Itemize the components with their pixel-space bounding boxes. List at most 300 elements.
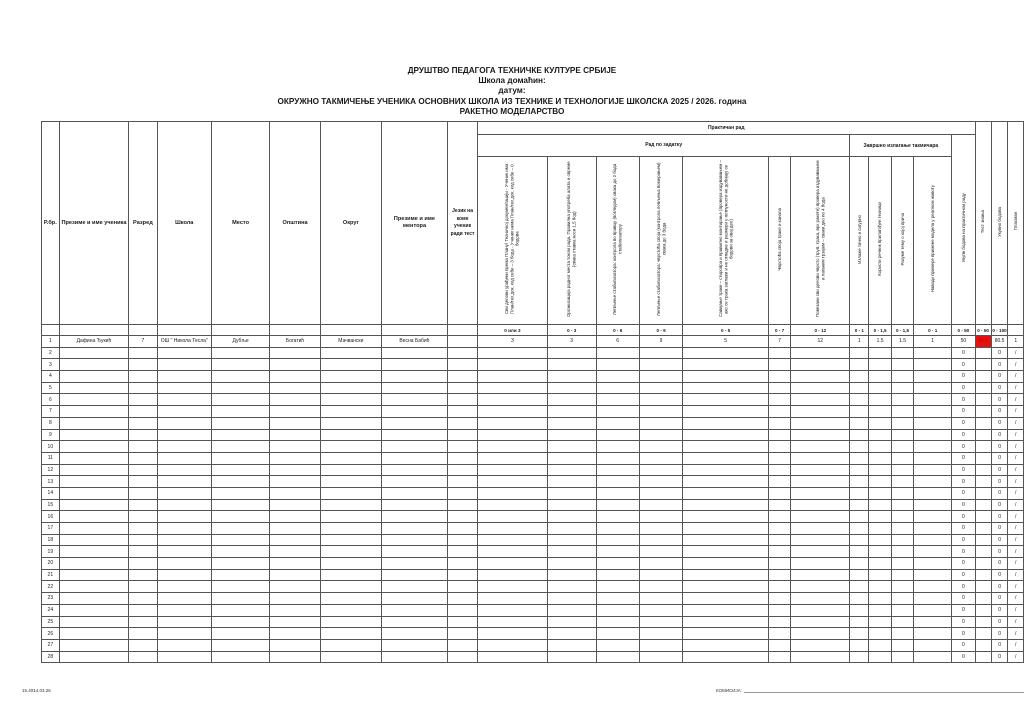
cell-place[interactable]	[211, 628, 269, 640]
cell-district[interactable]	[320, 452, 381, 464]
cell-score[interactable]	[850, 499, 869, 511]
cell-score[interactable]	[769, 558, 791, 570]
cell-practical-total[interactable]: 0	[952, 371, 975, 383]
cell-score[interactable]	[891, 429, 913, 441]
cell-score[interactable]	[639, 359, 682, 371]
cell-score[interactable]	[547, 534, 596, 546]
cell-language[interactable]	[448, 371, 478, 383]
cell-score[interactable]	[639, 593, 682, 605]
cell-school[interactable]	[157, 604, 211, 616]
cell-score[interactable]	[891, 394, 913, 406]
cell-grade[interactable]	[129, 429, 157, 441]
cell-score[interactable]	[891, 347, 913, 359]
cell-municipality[interactable]	[270, 523, 321, 535]
cell-score[interactable]	[850, 546, 869, 558]
cell-school[interactable]: ОШ " Никола Тесла"	[157, 336, 211, 348]
cell-place[interactable]	[211, 604, 269, 616]
cell-score[interactable]: 3	[547, 336, 596, 348]
cell-mentor[interactable]	[381, 359, 448, 371]
cell-rb[interactable]: 27	[42, 639, 60, 651]
cell-score[interactable]	[769, 371, 791, 383]
cell-score[interactable]	[547, 628, 596, 640]
cell-mentor[interactable]	[381, 546, 448, 558]
cell-district[interactable]	[320, 616, 381, 628]
cell-grade[interactable]	[129, 417, 157, 429]
cell-rb[interactable]: 7	[42, 406, 60, 418]
cell-score[interactable]	[914, 534, 952, 546]
cell-score[interactable]	[850, 347, 869, 359]
cell-grade[interactable]	[129, 441, 157, 453]
cell-score[interactable]	[683, 417, 769, 429]
cell-test[interactable]	[975, 628, 991, 640]
cell-rank[interactable]: /	[1008, 371, 1024, 383]
cell-rank[interactable]: /	[1008, 476, 1024, 488]
cell-place[interactable]	[211, 371, 269, 383]
cell-mentor[interactable]: Весна Бабић	[381, 336, 448, 348]
cell-language[interactable]	[448, 336, 478, 348]
cell-score[interactable]	[596, 604, 639, 616]
cell-language[interactable]	[448, 534, 478, 546]
cell-school[interactable]	[157, 581, 211, 593]
cell-score[interactable]	[596, 347, 639, 359]
cell-student[interactable]	[59, 452, 129, 464]
cell-test[interactable]	[975, 452, 991, 464]
cell-score[interactable]	[769, 651, 791, 663]
cell-rank[interactable]: /	[1008, 593, 1024, 605]
cell-score[interactable]	[914, 511, 952, 523]
cell-score[interactable]	[639, 604, 682, 616]
cell-grade[interactable]	[129, 499, 157, 511]
cell-total[interactable]: 0	[991, 394, 1008, 406]
cell-score[interactable]	[547, 347, 596, 359]
cell-practical-total[interactable]: 0	[952, 452, 975, 464]
cell-score[interactable]	[477, 546, 547, 558]
cell-place[interactable]	[211, 639, 269, 651]
cell-score[interactable]	[547, 569, 596, 581]
cell-total[interactable]: 0	[991, 639, 1008, 651]
cell-place[interactable]	[211, 394, 269, 406]
cell-score[interactable]	[683, 534, 769, 546]
cell-rank[interactable]: /	[1008, 616, 1024, 628]
cell-score[interactable]	[850, 429, 869, 441]
cell-place[interactable]	[211, 499, 269, 511]
cell-score[interactable]	[639, 382, 682, 394]
cell-score[interactable]	[769, 382, 791, 394]
cell-school[interactable]	[157, 546, 211, 558]
cell-score[interactable]	[791, 604, 850, 616]
cell-test[interactable]	[975, 406, 991, 418]
cell-score[interactable]	[683, 628, 769, 640]
cell-score[interactable]	[891, 382, 913, 394]
cell-practical-total[interactable]: 0	[952, 523, 975, 535]
cell-score[interactable]	[596, 639, 639, 651]
cell-rb[interactable]: 23	[42, 593, 60, 605]
cell-score[interactable]	[683, 558, 769, 570]
cell-district[interactable]	[320, 487, 381, 499]
cell-score[interactable]	[596, 523, 639, 535]
cell-test[interactable]	[975, 382, 991, 394]
cell-mentor[interactable]	[381, 499, 448, 511]
cell-grade[interactable]	[129, 593, 157, 605]
cell-grade[interactable]	[129, 546, 157, 558]
cell-score[interactable]	[869, 452, 892, 464]
cell-municipality[interactable]	[270, 569, 321, 581]
cell-score[interactable]	[850, 651, 869, 663]
cell-score[interactable]	[639, 534, 682, 546]
cell-score[interactable]	[791, 359, 850, 371]
cell-score[interactable]	[639, 347, 682, 359]
cell-score[interactable]	[891, 417, 913, 429]
cell-score[interactable]	[547, 604, 596, 616]
cell-place[interactable]	[211, 523, 269, 535]
cell-district[interactable]	[320, 511, 381, 523]
cell-score[interactable]	[891, 628, 913, 640]
cell-score[interactable]	[596, 441, 639, 453]
cell-score[interactable]	[791, 616, 850, 628]
cell-rb[interactable]: 18	[42, 534, 60, 546]
cell-rb[interactable]: 26	[42, 628, 60, 640]
cell-score[interactable]	[477, 511, 547, 523]
cell-score[interactable]	[769, 499, 791, 511]
cell-total[interactable]: 0	[991, 546, 1008, 558]
cell-score[interactable]	[639, 417, 682, 429]
cell-score[interactable]	[891, 476, 913, 488]
cell-score[interactable]	[891, 441, 913, 453]
cell-practical-total[interactable]: 0	[952, 441, 975, 453]
cell-total[interactable]: 0	[991, 417, 1008, 429]
cell-score[interactable]	[850, 569, 869, 581]
cell-grade[interactable]	[129, 523, 157, 535]
cell-score[interactable]: 1	[914, 336, 952, 348]
cell-municipality[interactable]	[270, 534, 321, 546]
cell-district[interactable]	[320, 546, 381, 558]
cell-place[interactable]	[211, 406, 269, 418]
cell-score[interactable]	[791, 441, 850, 453]
cell-practical-total[interactable]: 0	[952, 417, 975, 429]
cell-score[interactable]	[477, 382, 547, 394]
cell-mentor[interactable]	[381, 429, 448, 441]
cell-score[interactable]	[769, 452, 791, 464]
cell-rb[interactable]: 20	[42, 558, 60, 570]
cell-rb[interactable]: 5	[42, 382, 60, 394]
cell-total[interactable]: 80.5	[991, 336, 1008, 348]
cell-score[interactable]	[869, 546, 892, 558]
cell-score[interactable]	[477, 558, 547, 570]
cell-language[interactable]	[448, 347, 478, 359]
cell-grade[interactable]	[129, 347, 157, 359]
cell-score[interactable]: 1.5	[891, 336, 913, 348]
cell-score[interactable]	[639, 394, 682, 406]
cell-rb[interactable]: 14	[42, 487, 60, 499]
cell-score[interactable]	[596, 417, 639, 429]
cell-practical-total[interactable]: 0	[952, 347, 975, 359]
cell-test[interactable]	[975, 581, 991, 593]
cell-grade[interactable]	[129, 651, 157, 663]
cell-mentor[interactable]	[381, 347, 448, 359]
cell-school[interactable]	[157, 511, 211, 523]
cell-school[interactable]	[157, 417, 211, 429]
cell-language[interactable]	[448, 546, 478, 558]
cell-municipality[interactable]	[270, 464, 321, 476]
cell-score[interactable]	[683, 406, 769, 418]
cell-test[interactable]	[975, 511, 991, 523]
cell-total[interactable]: 0	[991, 452, 1008, 464]
cell-rb[interactable]: 28	[42, 651, 60, 663]
cell-total[interactable]: 0	[991, 511, 1008, 523]
cell-student[interactable]	[59, 558, 129, 570]
cell-student[interactable]	[59, 406, 129, 418]
cell-language[interactable]	[448, 487, 478, 499]
cell-score[interactable]	[869, 628, 892, 640]
cell-mentor[interactable]	[381, 394, 448, 406]
cell-student[interactable]	[59, 523, 129, 535]
cell-grade[interactable]	[129, 406, 157, 418]
cell-score[interactable]	[477, 639, 547, 651]
cell-score[interactable]	[914, 382, 952, 394]
cell-practical-total[interactable]: 0	[952, 382, 975, 394]
cell-score[interactable]	[639, 581, 682, 593]
cell-grade[interactable]	[129, 464, 157, 476]
cell-total[interactable]: 0	[991, 651, 1008, 663]
cell-practical-total[interactable]: 50	[952, 336, 975, 348]
cell-score[interactable]	[850, 417, 869, 429]
cell-score[interactable]	[891, 581, 913, 593]
cell-score[interactable]	[547, 464, 596, 476]
cell-total[interactable]: 0	[991, 406, 1008, 418]
cell-score[interactable]	[477, 359, 547, 371]
cell-rb[interactable]: 25	[42, 616, 60, 628]
cell-language[interactable]	[448, 523, 478, 535]
cell-score[interactable]	[891, 499, 913, 511]
cell-score[interactable]	[869, 464, 892, 476]
cell-score[interactable]	[596, 452, 639, 464]
cell-score[interactable]	[547, 651, 596, 663]
cell-municipality[interactable]	[270, 371, 321, 383]
cell-language[interactable]	[448, 476, 478, 488]
cell-practical-total[interactable]: 0	[952, 546, 975, 558]
cell-student[interactable]	[59, 604, 129, 616]
cell-student[interactable]	[59, 441, 129, 453]
cell-score[interactable]	[547, 371, 596, 383]
cell-score[interactable]	[683, 499, 769, 511]
cell-municipality[interactable]	[270, 604, 321, 616]
cell-place[interactable]	[211, 487, 269, 499]
cell-rank[interactable]: /	[1008, 464, 1024, 476]
cell-test[interactable]: 30.5	[975, 336, 991, 348]
cell-district[interactable]	[320, 558, 381, 570]
cell-grade[interactable]	[129, 476, 157, 488]
cell-score[interactable]	[547, 581, 596, 593]
cell-score[interactable]	[547, 616, 596, 628]
cell-language[interactable]	[448, 581, 478, 593]
cell-total[interactable]: 0	[991, 359, 1008, 371]
cell-score[interactable]	[914, 651, 952, 663]
cell-test[interactable]	[975, 359, 991, 371]
cell-district[interactable]	[320, 569, 381, 581]
cell-district[interactable]	[320, 651, 381, 663]
cell-municipality[interactable]	[270, 429, 321, 441]
cell-grade[interactable]	[129, 639, 157, 651]
cell-score[interactable]	[683, 429, 769, 441]
cell-place[interactable]	[211, 581, 269, 593]
cell-score[interactable]	[891, 359, 913, 371]
cell-district[interactable]	[320, 604, 381, 616]
cell-rank[interactable]: /	[1008, 604, 1024, 616]
cell-municipality[interactable]	[270, 616, 321, 628]
cell-score[interactable]	[639, 639, 682, 651]
cell-score[interactable]	[891, 639, 913, 651]
cell-score[interactable]	[914, 499, 952, 511]
cell-score[interactable]	[914, 604, 952, 616]
cell-score[interactable]	[547, 593, 596, 605]
cell-student[interactable]	[59, 499, 129, 511]
cell-score[interactable]	[869, 394, 892, 406]
cell-total[interactable]: 0	[991, 371, 1008, 383]
cell-score[interactable]	[914, 417, 952, 429]
cell-score[interactable]	[891, 593, 913, 605]
cell-rank[interactable]: /	[1008, 581, 1024, 593]
cell-score[interactable]	[683, 487, 769, 499]
cell-rb[interactable]: 3	[42, 359, 60, 371]
cell-score[interactable]	[596, 593, 639, 605]
cell-score[interactable]	[791, 452, 850, 464]
cell-score[interactable]	[850, 534, 869, 546]
cell-student[interactable]	[59, 628, 129, 640]
cell-mentor[interactable]	[381, 371, 448, 383]
cell-rank[interactable]: /	[1008, 558, 1024, 570]
cell-score[interactable]	[891, 371, 913, 383]
cell-score[interactable]	[547, 452, 596, 464]
cell-score[interactable]	[869, 382, 892, 394]
cell-score[interactable]	[477, 441, 547, 453]
cell-practical-total[interactable]: 0	[952, 406, 975, 418]
cell-score[interactable]	[639, 523, 682, 535]
cell-language[interactable]	[448, 593, 478, 605]
cell-rb[interactable]: 2	[42, 347, 60, 359]
cell-score[interactable]	[869, 534, 892, 546]
cell-school[interactable]	[157, 569, 211, 581]
cell-grade[interactable]	[129, 581, 157, 593]
cell-rank[interactable]: 1	[1008, 336, 1024, 348]
cell-district[interactable]	[320, 441, 381, 453]
cell-score[interactable]	[869, 417, 892, 429]
cell-rb[interactable]: 21	[42, 569, 60, 581]
cell-municipality[interactable]	[270, 417, 321, 429]
cell-score[interactable]	[477, 406, 547, 418]
cell-score[interactable]	[791, 639, 850, 651]
cell-score[interactable]	[791, 593, 850, 605]
cell-place[interactable]	[211, 534, 269, 546]
cell-score[interactable]	[477, 347, 547, 359]
cell-grade[interactable]	[129, 359, 157, 371]
cell-score[interactable]	[914, 523, 952, 535]
cell-test[interactable]	[975, 558, 991, 570]
cell-score[interactable]	[683, 394, 769, 406]
cell-score[interactable]	[596, 558, 639, 570]
cell-rb[interactable]: 17	[42, 523, 60, 535]
cell-school[interactable]	[157, 394, 211, 406]
cell-test[interactable]	[975, 429, 991, 441]
cell-score[interactable]	[914, 347, 952, 359]
cell-rb[interactable]: 12	[42, 464, 60, 476]
cell-score[interactable]	[869, 511, 892, 523]
cell-score[interactable]	[869, 347, 892, 359]
cell-mentor[interactable]	[381, 639, 448, 651]
cell-municipality[interactable]	[270, 499, 321, 511]
cell-grade[interactable]: 7	[129, 336, 157, 348]
cell-municipality[interactable]	[270, 441, 321, 453]
cell-score[interactable]	[914, 581, 952, 593]
cell-score[interactable]	[869, 523, 892, 535]
cell-score[interactable]	[850, 452, 869, 464]
cell-mentor[interactable]	[381, 511, 448, 523]
cell-practical-total[interactable]: 0	[952, 534, 975, 546]
cell-school[interactable]	[157, 429, 211, 441]
cell-score[interactable]	[477, 593, 547, 605]
cell-score[interactable]	[791, 499, 850, 511]
cell-score[interactable]	[769, 546, 791, 558]
cell-practical-total[interactable]: 0	[952, 628, 975, 640]
cell-total[interactable]: 0	[991, 558, 1008, 570]
cell-practical-total[interactable]: 0	[952, 558, 975, 570]
cell-rb[interactable]: 15	[42, 499, 60, 511]
cell-score[interactable]	[891, 406, 913, 418]
cell-score[interactable]	[547, 546, 596, 558]
cell-rank[interactable]: /	[1008, 347, 1024, 359]
cell-score[interactable]	[683, 581, 769, 593]
cell-school[interactable]	[157, 452, 211, 464]
cell-score[interactable]	[477, 452, 547, 464]
cell-score[interactable]	[683, 593, 769, 605]
cell-school[interactable]	[157, 464, 211, 476]
cell-school[interactable]	[157, 628, 211, 640]
cell-score[interactable]	[596, 499, 639, 511]
cell-score[interactable]	[891, 546, 913, 558]
cell-score[interactable]	[477, 523, 547, 535]
cell-score[interactable]	[850, 441, 869, 453]
cell-score[interactable]	[769, 534, 791, 546]
cell-district[interactable]	[320, 499, 381, 511]
cell-language[interactable]	[448, 639, 478, 651]
cell-language[interactable]	[448, 651, 478, 663]
cell-student[interactable]	[59, 487, 129, 499]
cell-score[interactable]	[791, 382, 850, 394]
cell-rb[interactable]: 8	[42, 417, 60, 429]
cell-student[interactable]	[59, 476, 129, 488]
cell-mentor[interactable]	[381, 628, 448, 640]
cell-municipality[interactable]	[270, 476, 321, 488]
cell-rb[interactable]: 11	[42, 452, 60, 464]
cell-score[interactable]	[683, 347, 769, 359]
cell-score[interactable]	[477, 417, 547, 429]
cell-score[interactable]	[547, 441, 596, 453]
cell-student[interactable]	[59, 651, 129, 663]
cell-score[interactable]	[683, 651, 769, 663]
cell-language[interactable]	[448, 616, 478, 628]
cell-student[interactable]	[59, 382, 129, 394]
cell-score[interactable]	[791, 569, 850, 581]
cell-score[interactable]	[596, 359, 639, 371]
cell-practical-total[interactable]: 0	[952, 429, 975, 441]
cell-score[interactable]	[683, 511, 769, 523]
cell-score[interactable]	[547, 406, 596, 418]
cell-rank[interactable]: /	[1008, 441, 1024, 453]
cell-total[interactable]: 0	[991, 347, 1008, 359]
cell-district[interactable]	[320, 523, 381, 535]
cell-score[interactable]	[769, 628, 791, 640]
cell-rb[interactable]: 19	[42, 546, 60, 558]
cell-place[interactable]	[211, 382, 269, 394]
